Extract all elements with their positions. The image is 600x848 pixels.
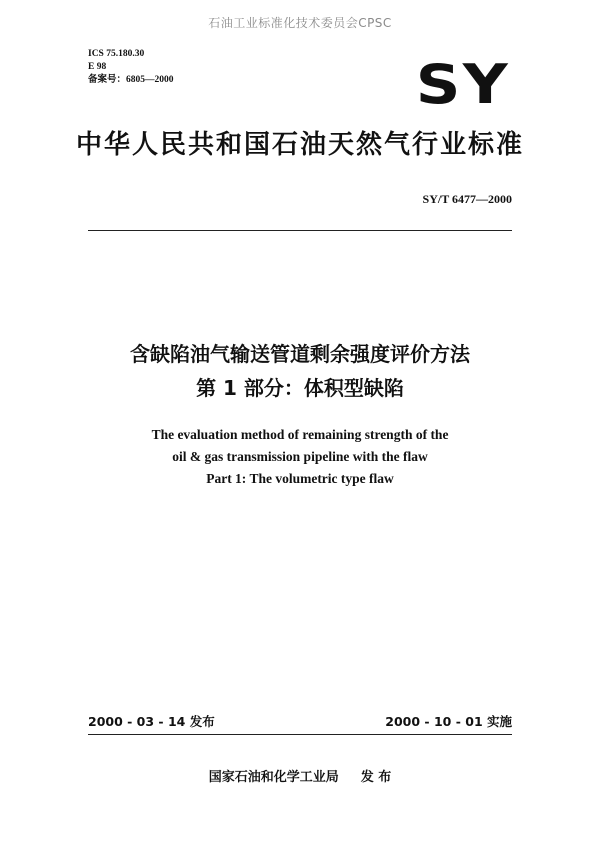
publisher-name: 国家石油和化学工业局: [208, 770, 339, 785]
record-number: 备案号：6805—2000: [88, 75, 174, 85]
publisher-action: 发 布: [360, 770, 392, 785]
title-zh-line1: 含缺陷油气输送管道剩余强度评价方法: [130, 342, 470, 366]
title-en-line2: oil & gas transmission pipeline with the flaw: [172, 449, 428, 464]
standard-number: SY/T 6477—2000: [422, 192, 512, 206]
watermark-text: 石油工业标准化技术委员会CPSC: [208, 16, 392, 30]
title-zh-line2: 第 1 部分：体积型缺陷: [196, 376, 404, 400]
top-divider: [88, 230, 512, 231]
publisher-line: [0, 766, 600, 785]
classification-code: E 98: [88, 62, 107, 72]
bottom-divider: [88, 734, 512, 735]
title-en-line3: Part 1: The volumetric type flaw: [206, 471, 394, 486]
implementation-date: 2000 - 10 - 01 实施: [385, 714, 512, 729]
issue-date: 2000 - 03 - 14 发布: [88, 714, 215, 729]
ics-code: ICS 75.180.30: [88, 49, 145, 59]
org-standard-title: 中华人民共和国石油天然气行业标准: [75, 130, 524, 160]
sy-logo: SY: [415, 53, 510, 116]
title-en-line1: The evaluation method of remaining strength of the: [151, 427, 449, 442]
